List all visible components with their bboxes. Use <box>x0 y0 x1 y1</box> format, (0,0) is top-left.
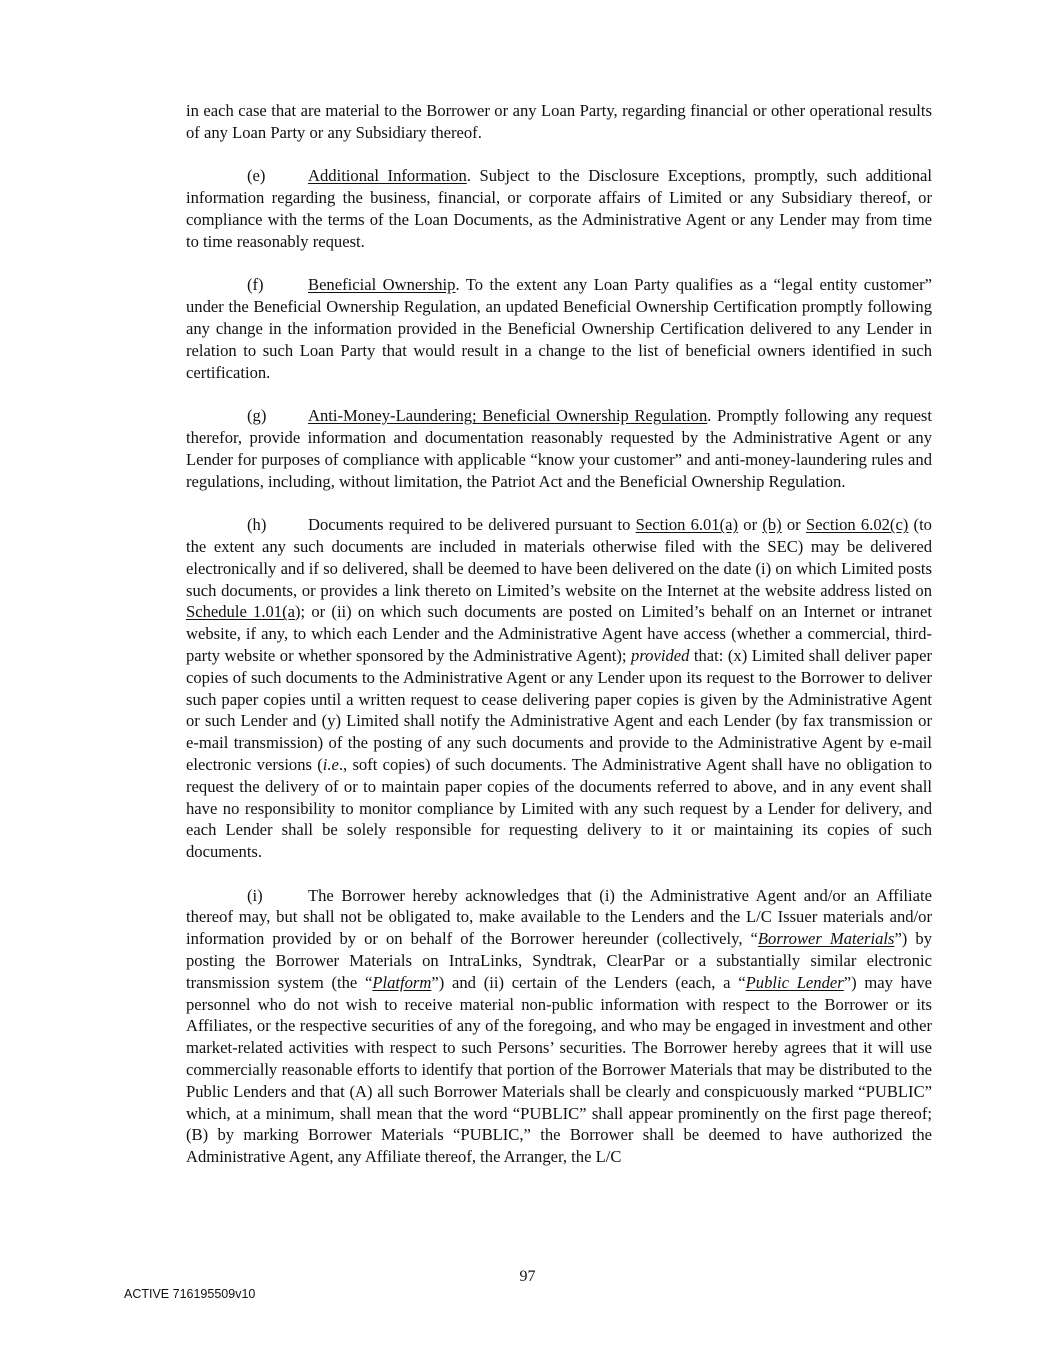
paragraph-text: The Borrower hereby acknowledges that (i) the Administrative Agent and/or an Affiliate thereof may, but shall not be obligated to, make available to the Lenders and the L/C Issuer materials and/or information provided by or on behalf of the Borrower hereunder (collectively, “ <box>186 885 932 949</box>
paragraph-text: ”) and (ii) certain of the Lenders (each, a “ <box>431 972 746 992</box>
document-body <box>186 100 932 1190</box>
defined-term: Borrower Materials <box>757 929 895 949</box>
paragraph-text: ”) by posting the Borrower Materials on IntraLinks, Syndtrak, ClearPar or a substantially similar electronic transmission system (the “ <box>186 929 932 992</box>
schedule-reference: Schedule 1.01(a <box>186 602 295 622</box>
paragraph-text: or <box>738 515 763 535</box>
paragraph-text: ); or (ii) on which such documents are posted on Limited’s behalf on an Internet or intranet website, if any, to which each Lender and the Administrative Agent have access (whether a commercial, third-party website or whether sponsored by the Administrative Agent); <box>186 602 933 665</box>
paragraph-f <box>186 274 932 383</box>
section-heading: Additional Information <box>308 166 467 186</box>
paragraph-text: ”) may have personnel who do not wish to receive material non-public information with respect to the Borrower or its Affiliates, or the respective securities of any of the foregoing, and who may be engaged in investment and other market-related activities with respect to such Persons’ securities. The Borrower hereby agrees that it will use commercially reasonable efforts to identify that portion of the Borrower Materials that may be distributed to the Public Lenders and that (A) all such Borrower Materials shall be clearly and conspicuously marked “PUBLIC” which, at a minimum, shall mean that the word “PUBLIC” shall appear prominently on the first page thereof; (B) by marking Borrower Materials “PUBLIC,” the Borrower shall be deemed to have authorized the Administrative Agent, any Affiliate thereof, the Arranger, the L/C <box>186 972 932 1167</box>
paragraph-marker: (g) <box>247 406 267 426</box>
paragraph-text: . To the extent any Loan Party qualifies as a “legal entity customer” under the Beneficial Ownership Regulation, an updated Beneficial Ownership Certification promptly following any change in the information provided in the Beneficial Ownership Certification delivered to any Lender in relation to such Loan Party that would result in a change to the list of beneficial owners identified in such certification. <box>186 275 932 382</box>
paragraph-text: ., soft copies) of such documents. The Administrative Agent shall have no obligation to request the delivery of or to maintain paper copies of the documents referred to above, and in any event shall have no responsibility to monitor compliance by Limited with any such request by a Lender for delivery, and each Lender shall be solely responsible for requesting delivery to it or maintaining its copies of such documents. <box>186 754 932 862</box>
paragraph-e <box>186 165 932 252</box>
paragraph-h <box>186 514 932 863</box>
document-footer-id: ACTIVE 716195509v10 <box>124 1287 256 1301</box>
section-reference: (b) <box>762 515 782 535</box>
paragraph-marker: (f) <box>247 275 264 295</box>
paragraph-text: Documents required to be delivered pursuant to <box>308 515 636 535</box>
italic-term: provided <box>631 645 690 665</box>
paragraph-text: . Promptly following any request therefor, provide information and documentation reasonably requested by the Administrative Agent or any Lender for purposes of compliance with applicable “know your customer” and anti-money-laundering rules and regulations, including, without limitation, the Patriot Act and the Beneficial Ownership Regulation. <box>186 406 933 491</box>
paragraph-text: that: (x) Limited shall deliver paper copies of such documents to the Administrative Agent or any Lender upon its request to the Borrower to deliver such paper copies until a written request to cease delivering paper copies is given by the Administrative Agent or such Lender and (y) Limited shall notify the Administrative Agent and each Lender (by fax transmission or e-mail transmission) of the posting of any such documents and provide to the Administrative Agent by e-mail electronic versions ( <box>186 645 932 774</box>
paragraph-marker: (h) <box>247 515 267 535</box>
defined-term: Platform <box>372 972 432 992</box>
paragraph-g <box>186 405 932 492</box>
page-number: 97 <box>519 1268 536 1285</box>
italic-term: i.e <box>322 754 339 774</box>
paragraph-marker: (i) <box>247 885 263 905</box>
paragraph-text: or <box>781 515 806 535</box>
section-heading: Anti-Money-Laundering; Beneficial Ownership Regulation <box>308 406 708 426</box>
paragraph-text: (to the extent any such documents are included in materials otherwise filed with the SEC) may be delivered electronically and if so delivered, shall be deemed to have been delivered on the date (i) on which Limited posts such documents, or provides a link thereto on Limited’s website on the Internet at the website address listed on <box>186 515 932 600</box>
continuation-text: in each case that are material to the Borrower or any Loan Party, regarding financial or other operational results of any Loan Party or any Subsidiary thereof. <box>186 101 932 142</box>
section-heading: Beneficial Ownership <box>308 275 456 295</box>
defined-term: Public Lender <box>745 972 844 992</box>
paragraph-i <box>186 885 932 1168</box>
paragraph-marker: (e) <box>247 166 266 186</box>
paragraph-text: . Subject to the Disclosure Exceptions, promptly, such additional information regarding the business, financial, or corporate affairs of Limited or any Subsidiary thereof, or compliance with the terms of the Loan Documents, as the Administrative Agent or any Lender may from time to time reasonably request. <box>186 166 932 251</box>
section-reference: Section 6.01(a) <box>635 515 739 535</box>
section-reference: Section 6.02(c) <box>805 515 909 535</box>
paragraph-continuation <box>186 100 932 144</box>
